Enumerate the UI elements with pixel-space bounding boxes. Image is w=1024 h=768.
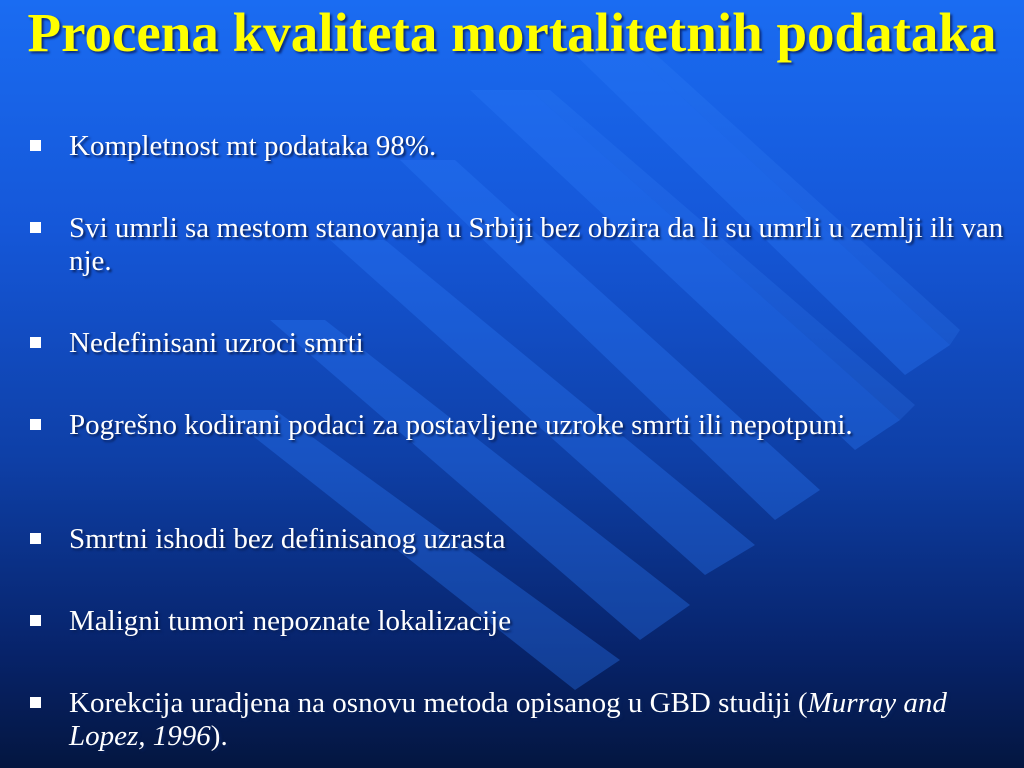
bullet-item-residence <box>30 212 1010 278</box>
square-bullet-icon <box>30 533 41 544</box>
bullet-text: Maligni tumori nepoznate lokalizacije <box>69 605 512 637</box>
bullet-text-after: ). <box>210 720 228 752</box>
square-bullet-icon <box>30 222 41 233</box>
bullet-text: Nedefinisani uzroci smrti <box>69 327 364 359</box>
bullet-item-undefined-causes <box>30 327 1010 360</box>
slide-title: Procena kvaliteta mortalitetnih podataka <box>27 2 997 63</box>
square-bullet-icon <box>30 337 41 348</box>
bullet-item-malignant-tumors <box>30 605 1010 638</box>
square-bullet-icon <box>30 615 41 626</box>
square-bullet-icon <box>30 140 41 151</box>
citation-text: Murray and Lopez, 1996 <box>69 687 947 752</box>
bullet-item-completeness <box>30 130 1010 163</box>
bullet-text-before: Korekcija uradjena na osnovu metoda opisanog u GBD studiji ( <box>69 687 808 719</box>
bullet-item-no-age <box>30 523 1010 556</box>
bullet-text <box>69 687 1010 753</box>
bullet-item-gbd-correction <box>30 687 1010 753</box>
bullet-text: Smrtni ishodi bez definisanog uzrasta <box>69 523 506 555</box>
bullet-text: Svi umrli sa mestom stanovanja u Srbiji bez obzira da li su umrli u zemlji ili van nje. <box>69 212 1004 277</box>
bullet-text: Pogrešno kodirani podaci za postavljene uzroke smrti ili nepotpuni. <box>69 409 853 441</box>
square-bullet-icon <box>30 697 41 708</box>
bullet-text: Kompletnost mt podataka 98%. <box>69 130 437 162</box>
square-bullet-icon <box>30 419 41 430</box>
bullet-item-wrong-coding <box>30 409 1010 442</box>
